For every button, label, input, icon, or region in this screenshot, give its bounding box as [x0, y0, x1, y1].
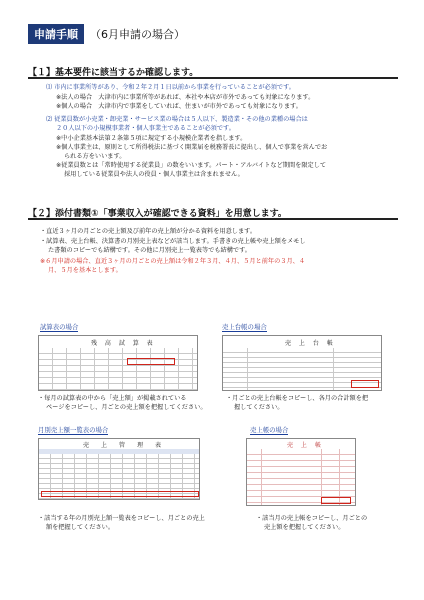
page-header [28, 24, 185, 44]
s1-item2-note2b: られる方をいいます。 [64, 153, 126, 160]
trial-doc-title: 残 高 試 算 表 [91, 340, 156, 347]
monthly-doc-title: 売 上 管 理 表 [83, 442, 165, 449]
s1-item2-note2a: ※個人事業主は、原則として所得税法に基づく開業届を税務署長に提出し、個人で事業を営んでお [56, 144, 328, 151]
ledger-doc-title: 売 上 台 帳 [285, 340, 336, 347]
book-caption2: 売上額を把握してください。 [264, 524, 345, 531]
ledger-label: 売上台帳の場合 [222, 323, 267, 331]
s1-item2-line2: ２０人以下の小規模事業者・個人事業主であることが必須です。 [56, 125, 235, 132]
s2-line2a: ・試算表、売上台帳、決算書の月別売上表などが該当します。手書きの売上帳や売上額をメモし [40, 238, 306, 245]
trial-label: 試算表の場合 [40, 323, 79, 331]
monthly-sales-image [38, 438, 200, 500]
sales-ledger-image [222, 335, 382, 391]
section2-rule [28, 218, 398, 220]
trial-balance-image [38, 335, 198, 391]
monthly-highlight-box [41, 491, 199, 497]
book-label: 売上帳の場合 [250, 426, 289, 434]
book-highlight-box [321, 497, 351, 504]
s2-line1: ・直近３ヶ月の月ごとの売上額及び前年の売上額が分かる資料を用意します。 [40, 228, 257, 235]
ledger-caption2: 握してください。 [234, 404, 284, 411]
trial-caption2: ページをコピーし、月ごとの売上額を把握してください。 [46, 404, 207, 411]
book-doc-title: 売 上 帳 [287, 442, 324, 449]
section1-title: 【１】基本要件に該当するか確認します。 [28, 68, 199, 78]
section2-title: 【２】添付書類①「事業収入が確認できる資料」を用意します。 [28, 209, 287, 219]
s1-item2-line1: ⑵ 従業員数が小売業・卸売業・サービス業の場合は５人以下、製造業・その他の業種の場合は [46, 116, 308, 123]
page-subtitle: （6月申請の場合） [90, 28, 185, 41]
ledger-highlight-box [351, 380, 379, 388]
s1-item2-note3b: 採用している従業員や法人の役員・個人事業主は含まれません。 [64, 171, 244, 178]
s1-item1-note2: ※個人の場合 大津市内で事業をしていれば、住まいが市外であっても対象になります。 [56, 103, 302, 110]
page-title-tag: 申請手順 [28, 24, 84, 44]
monthly-label: 月別売上額一覧表の場合 [38, 426, 109, 434]
section1-rule [28, 77, 398, 79]
s1-item2-note1: ※中小企業基本法第２条第５項に規定する小規模企業者を指します。 [56, 135, 247, 142]
monthly-caption2: 額を把握してください。 [46, 524, 115, 531]
book-caption1: ・該当月の売上帳をコピーし、月ごとの [256, 515, 368, 522]
monthly-caption1: ・該当する年の月別売上額一覧表をコピーし、月ごとの売上 [38, 515, 205, 522]
s1-item1-note1: ※法人の場合 大津市内に事業所等があれば、本社や本店が市外であっても対象になります。 [56, 94, 315, 101]
s1-item2-note3a: ※従業員数とは「常時使用する従業員」の数をいいます。パート・アルバイトなど期間を限定して [56, 162, 327, 169]
s2-red2: 月、５月を基本とします。 [48, 267, 122, 274]
s2-line2b: た書類のコピーでも結構です。その他に月別売上一覧表等でも結構です。 [48, 247, 251, 254]
trial-highlight-box [127, 358, 175, 365]
sales-book-image [246, 438, 356, 506]
s2-red1: ※６月申請の場合、直近３ヶ月の月ごとの売上額は令和２年３月、４月、５月と前年の３月、４ [40, 258, 306, 265]
s1-item1: ⑴ 市内に事業所等があり、令和２年２月１日以前から事業を行っていることが必須です。 [46, 84, 295, 91]
trial-caption1: ・毎月の試算表の中から「売上額」が掲載されている [38, 395, 187, 402]
ledger-caption1: ・月ごとの売上台帳をコピーし、各月の合計額を把 [226, 395, 369, 402]
